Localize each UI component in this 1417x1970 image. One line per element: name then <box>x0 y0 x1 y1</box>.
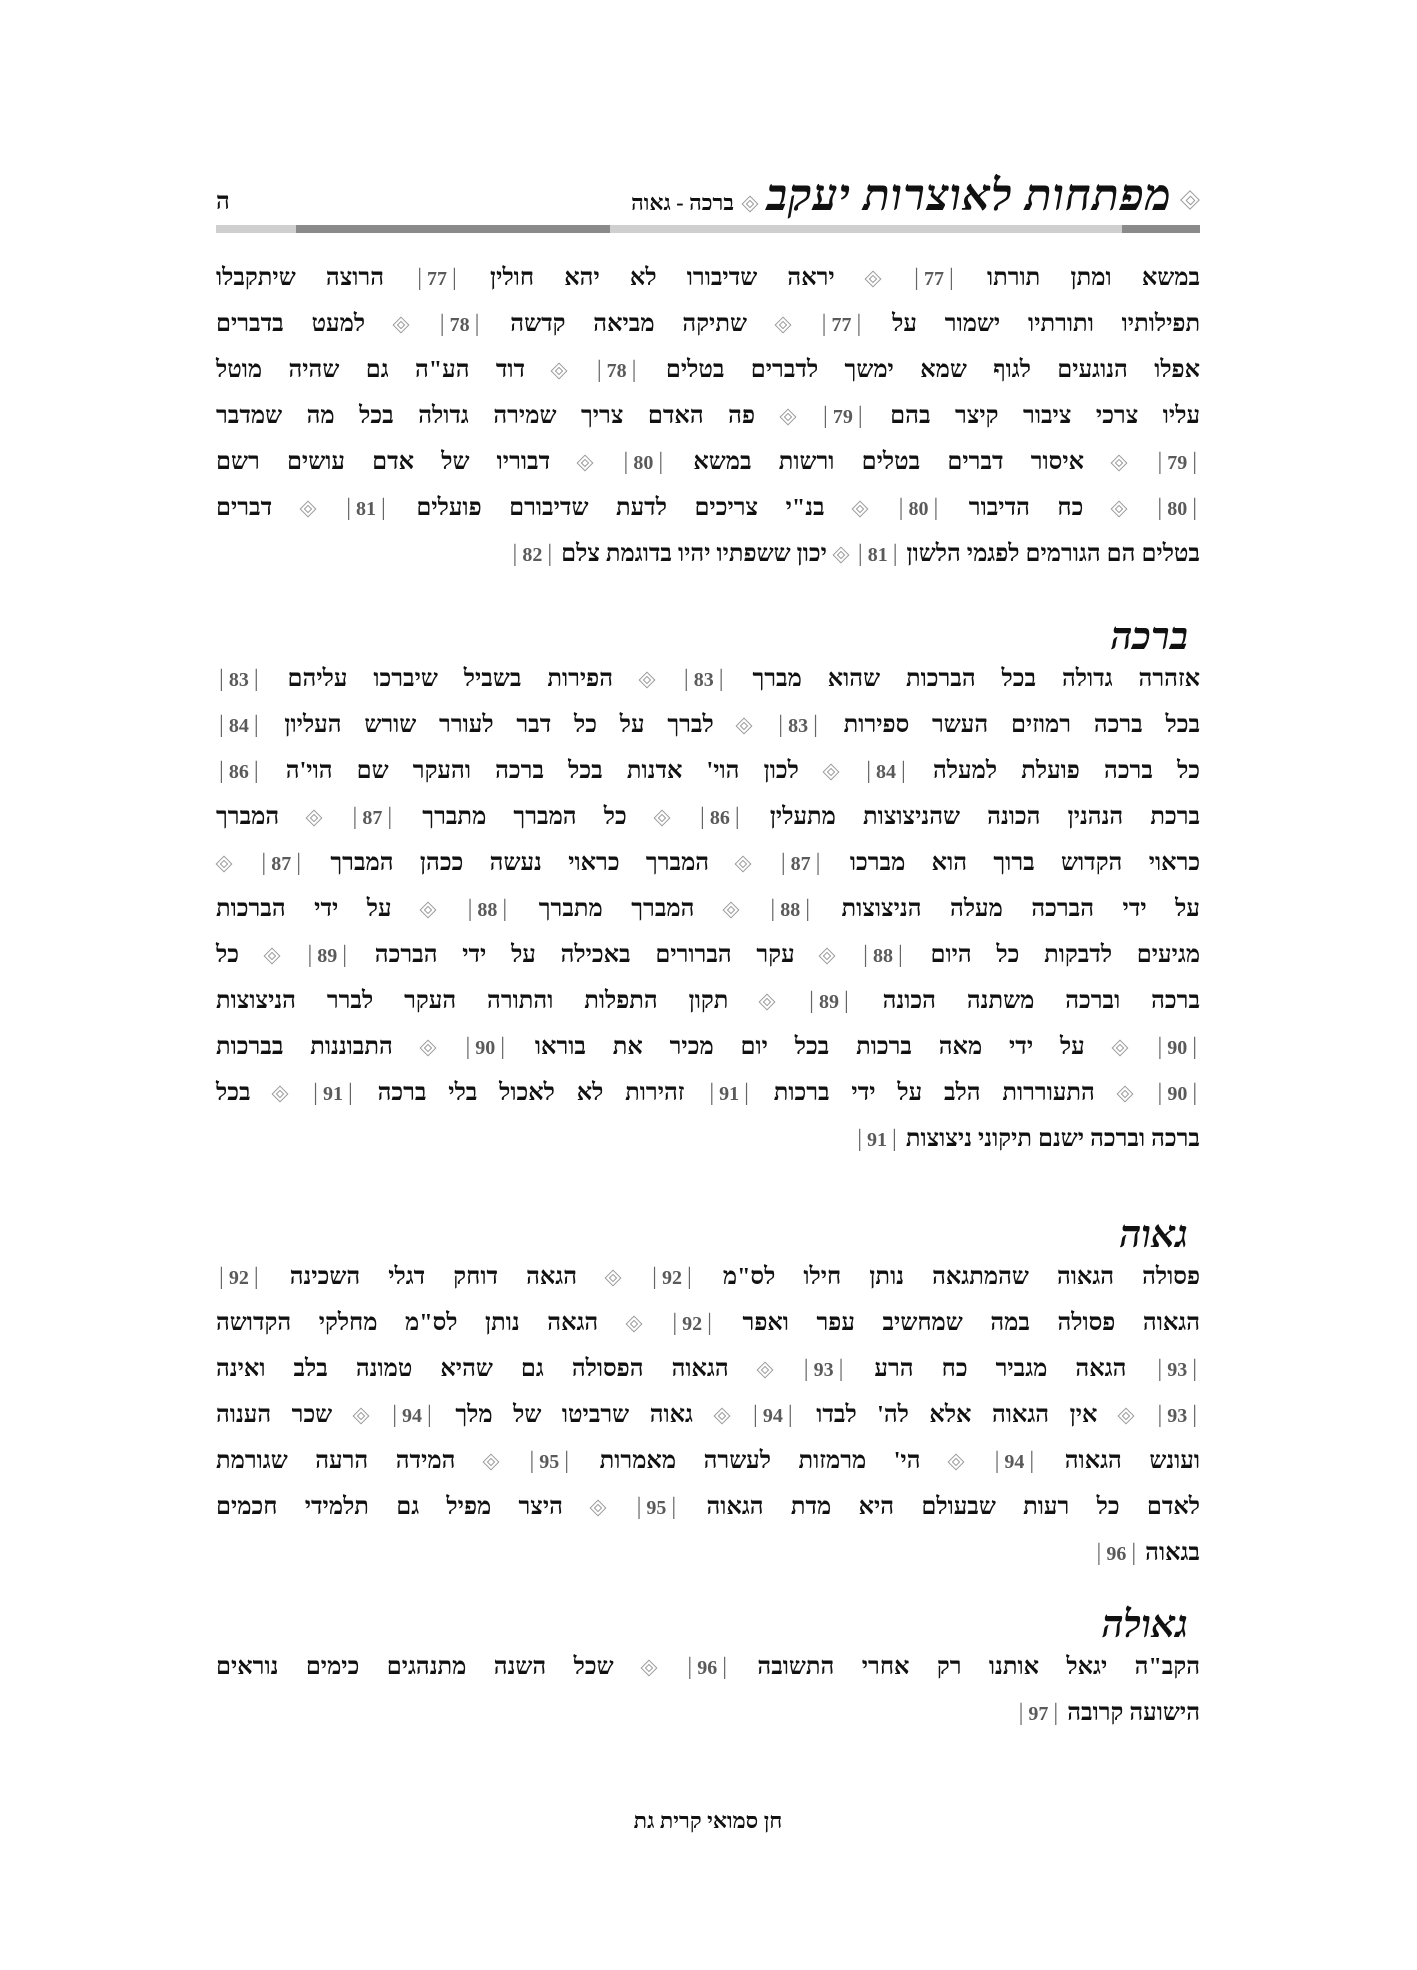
diamond-bullet-icon <box>483 1454 499 1470</box>
text-line <box>216 656 1200 702</box>
page-reference: 88 <box>477 899 498 921</box>
text-line <box>216 932 1200 978</box>
diamond-bullet-icon <box>852 501 868 517</box>
entry-text: תפילותיו ותורתיו ישמור על <box>892 311 1201 337</box>
page-reference: 92 <box>682 1313 703 1335</box>
ref-separator: | <box>821 311 827 337</box>
page-reference: 84 <box>228 715 249 737</box>
diamond-bullet-icon <box>865 271 881 287</box>
ref-separator: | <box>564 1448 570 1474</box>
page-reference: 89 <box>317 945 338 967</box>
section-heading: גאוה <box>1119 1214 1188 1256</box>
ref-separator: | <box>347 1080 353 1106</box>
ref-separator: | <box>897 942 903 968</box>
diamond-bullet-icon <box>590 1500 606 1516</box>
ref-separator: | <box>892 1126 897 1152</box>
entry-text: ברכה וברכה ישנם תיקוני ניצוצות <box>905 1126 1200 1152</box>
text-line <box>216 531 1200 577</box>
diamond-bullet-icon <box>757 1362 773 1378</box>
section-lines <box>216 656 1200 1162</box>
ref-separator: | <box>686 1264 692 1290</box>
entry-text: בגאוה <box>1145 1540 1200 1566</box>
ref-separator: | <box>1192 1034 1198 1060</box>
ref-separator: | <box>623 449 629 475</box>
ref-separator: | <box>547 541 553 567</box>
page-reference: 79 <box>1167 452 1188 474</box>
entry-text: המברך מתברך <box>538 896 695 922</box>
entry-text: גאוה שרביטו של מלך <box>455 1402 693 1428</box>
entry-text: בכל ברכה רמוזים העשר ספירות <box>843 712 1201 738</box>
entry-text: דוד הע"ה גם שהיה מוטל <box>216 357 526 383</box>
page-reference: 90 <box>475 1037 496 1059</box>
ref-separator: | <box>700 804 705 830</box>
section-heading: גאולה <box>1101 1604 1188 1646</box>
ref-separator: | <box>1157 1356 1163 1382</box>
ref-separator: | <box>787 1402 793 1428</box>
entry-text: הישועה קרובה <box>1067 1700 1200 1726</box>
ref-separator: | <box>467 896 473 922</box>
ref-separator: | <box>1053 1700 1059 1726</box>
ref-separator: | <box>857 1126 863 1152</box>
book-title: מפתחות לאוצרות יעקב <box>765 171 1172 220</box>
entry-text: אפלו הנוגעים לגוף שמא ימשך לדברים בטלים <box>665 357 1201 383</box>
entry-text: עקר הברורים באכילה על ידי הברכה <box>374 942 795 968</box>
ref-separator: | <box>1192 449 1198 475</box>
page-reference: 83 <box>788 715 809 737</box>
entry-text: על ידי הברכה מעלה הניצוצות <box>841 896 1200 922</box>
ref-separator: | <box>253 758 259 784</box>
text-line <box>216 840 1200 886</box>
entry-text: שתיקה מביאה קדשה <box>510 311 747 337</box>
entry-text: אין הגאוה אלא לה' לבדו <box>816 1402 1098 1428</box>
entry-text: יכון ששפתיו יהיו בדוגמת צלם <box>561 541 827 567</box>
ref-separator: | <box>1096 1540 1102 1566</box>
text-line <box>216 1070 1200 1116</box>
header-rule <box>216 225 1200 233</box>
entry-text: כראוי הקדוש ברוך הוא מברכו <box>849 850 1201 876</box>
rule-segment <box>1122 225 1200 233</box>
ref-separator: | <box>502 896 508 922</box>
page-reference: 91 <box>719 1083 740 1105</box>
ref-separator: | <box>1018 1700 1024 1726</box>
ref-separator: | <box>892 541 898 567</box>
ref-separator: | <box>805 896 811 922</box>
ref-separator: | <box>658 449 664 475</box>
page-reference: 78 <box>606 360 627 382</box>
ref-separator: | <box>392 1402 398 1428</box>
ref-separator: | <box>346 495 352 521</box>
entry-text: המברך כראוי נעשה ככהן המברך <box>330 850 710 876</box>
ref-separator: | <box>417 265 423 291</box>
page-reference: 93 <box>1167 1405 1188 1427</box>
chapter-range: ברכה - גאוה <box>631 190 734 215</box>
page-reference: 86 <box>709 807 730 829</box>
diamond-bullet-icon <box>639 672 655 688</box>
ref-separator: | <box>1192 495 1198 521</box>
page-reference: 81 <box>867 544 888 566</box>
ref-separator: | <box>1157 1402 1163 1428</box>
page-reference: 77 <box>831 314 852 336</box>
section-lines <box>216 1254 1200 1576</box>
ref-separator: | <box>352 804 358 830</box>
diamond-bullet-icon <box>577 455 593 471</box>
diamond-bullet-icon <box>353 1408 369 1424</box>
ref-separator: | <box>1157 1034 1163 1060</box>
entry-text: ברכה וברכה משתנה הכונה <box>882 988 1201 1014</box>
running-header <box>216 160 1200 222</box>
ref-separator: | <box>857 403 863 429</box>
ref-separator: | <box>687 1654 693 1680</box>
rule-segment <box>216 225 296 233</box>
page-reference: 80 <box>1167 498 1188 520</box>
diamond-bullet-icon <box>626 1316 642 1332</box>
entry-text: הי' מרמזות לעשרה מאמרות <box>599 1448 921 1474</box>
page-reference: 87 <box>362 807 383 829</box>
ref-separator: | <box>439 311 445 337</box>
entry-text: פה האדם צריך שמירה גדולה בכל מה שמדבר <box>216 403 755 429</box>
page-reference: 84 <box>876 761 896 783</box>
diamond-bullet-icon <box>272 1086 288 1102</box>
diamond-bullet-icon <box>735 856 751 872</box>
ref-separator: | <box>901 758 906 784</box>
text-line <box>216 1644 1200 1690</box>
entry-text: הגאוה פסולה במה שמחשיב עפר ואפר <box>742 1310 1200 1336</box>
ref-separator: | <box>652 1264 657 1290</box>
diamond-bullet-icon <box>714 1408 730 1424</box>
section-gaava <box>216 1216 1200 1576</box>
ref-separator: | <box>631 357 637 383</box>
page-reference: 87 <box>790 853 811 875</box>
entry-text: איסור דברים בטלים ורשות במשא <box>693 449 1085 475</box>
page-reference: 88 <box>872 945 893 967</box>
diamond-bullet-icon <box>833 547 849 563</box>
ref-separator: | <box>219 758 224 784</box>
entry-text: כל המברך מתברך <box>422 804 627 830</box>
diamond-bullet-icon <box>654 810 670 826</box>
entry-text: הקב"ה יגאל אותנו רק אחרי התשובה <box>757 1654 1201 1680</box>
page-reference: 90 <box>1167 1037 1188 1059</box>
entry-text: ברכת הנהנין הכונה שהניצוצות מתעלין <box>769 804 1201 830</box>
ref-separator: | <box>342 942 348 968</box>
entry-text: הגאוה הפסולה גם שהיא טמונה בלב ואינה <box>216 1356 729 1382</box>
text-line <box>216 347 1200 393</box>
text-line <box>216 978 1200 1024</box>
ref-separator: | <box>994 1448 1000 1474</box>
entry-text: למעט בדברים <box>216 311 366 337</box>
ref-separator: | <box>753 1402 758 1428</box>
ref-separator: | <box>1157 1080 1163 1106</box>
ref-separator: | <box>636 1494 642 1520</box>
entry-text: בנ"י צריכים לדעת שדיבורם פועלים <box>416 495 825 521</box>
ref-separator: | <box>671 1494 677 1520</box>
entry-text: המידה הרעה שגורמת <box>216 1448 456 1474</box>
diamond-bullet-icon <box>823 764 839 780</box>
section-lines <box>216 1644 1200 1736</box>
ref-separator: | <box>722 1654 727 1680</box>
page-reference: 96 <box>697 1657 718 1679</box>
ref-separator: | <box>253 712 259 738</box>
entry-text: שכל השנה מתנהגים כימים נוראים <box>216 1654 614 1680</box>
entry-text: הגאה נותן לס"מ מחלקי הקדושה <box>216 1310 599 1336</box>
ref-separator: | <box>596 357 602 383</box>
page-footer: חן סמואי קרית גת <box>633 1808 783 1833</box>
ref-separator: | <box>253 666 259 692</box>
page-reference: 92 <box>661 1267 682 1289</box>
page-reference: 89 <box>818 991 839 1013</box>
diamond-bullet-icon <box>759 994 775 1010</box>
text-line <box>216 1438 1200 1484</box>
page-reference: 96 <box>1106 1543 1127 1565</box>
ref-separator: | <box>474 311 480 337</box>
ref-separator: | <box>838 1356 844 1382</box>
diamond-bullet-icon <box>948 1454 964 1470</box>
ref-separator: | <box>465 1034 471 1060</box>
diamond-bullet-icon <box>819 948 835 964</box>
entry-text: לכון הוי' אדנות בכל ברכה והעקר שם הוי'ה <box>285 758 799 784</box>
text-line <box>216 1392 1200 1438</box>
ref-separator: | <box>1029 1448 1035 1474</box>
ref-separator: | <box>778 712 784 738</box>
ref-separator: | <box>815 850 821 876</box>
ref-separator: | <box>823 403 828 429</box>
diamond-bullet-icon <box>551 363 567 379</box>
page-reference: 92 <box>228 1267 249 1289</box>
page-number: ה <box>216 189 230 215</box>
diamond-bullet-icon <box>780 409 796 425</box>
ref-separator: | <box>1131 1540 1137 1566</box>
text-line <box>216 439 1200 485</box>
page-reference: 94 <box>1004 1451 1025 1473</box>
diamond-bullet-icon <box>420 902 436 918</box>
page-reference: 78 <box>449 314 470 336</box>
ref-separator: | <box>219 666 224 692</box>
ref-separator: | <box>1192 1080 1198 1106</box>
entry-text: דבוריו של אדם עושים רשם <box>216 449 551 475</box>
section-heading: ברכה <box>1110 616 1188 658</box>
ref-separator: | <box>672 1310 678 1336</box>
ref-separator: | <box>809 988 814 1014</box>
section-beracha <box>216 618 1200 1162</box>
ref-separator: | <box>803 1356 809 1382</box>
intro-paragraph <box>216 255 1200 577</box>
entry-text: המברך <box>216 804 280 830</box>
ref-separator: | <box>718 666 724 692</box>
entry-text: פסולה הגאוה שהמתגאה נותן חילו לס"מ <box>722 1264 1201 1290</box>
page-reference: 77 <box>427 268 448 290</box>
text-line <box>216 485 1200 531</box>
diamond-bullet-icon <box>1111 501 1127 517</box>
page-reference: 83 <box>693 669 714 691</box>
page-reference: 83 <box>228 669 249 691</box>
ref-separator: | <box>313 1080 318 1106</box>
text-line <box>216 393 1200 439</box>
ref-separator: | <box>1192 1402 1198 1428</box>
entry-text: הגאה דוחק דגלי השכינה <box>289 1264 578 1290</box>
page-reference: 82 <box>522 544 543 566</box>
ref-separator: | <box>427 1402 432 1428</box>
ref-separator: | <box>843 988 849 1014</box>
ref-separator: | <box>856 311 862 337</box>
text-line <box>216 301 1200 347</box>
header-title-group <box>631 171 1200 220</box>
document-page <box>216 0 1200 1970</box>
text-line <box>216 1116 1200 1162</box>
text-line <box>216 1484 1200 1530</box>
ref-separator: | <box>253 1264 259 1290</box>
page-reference: 95 <box>646 1497 667 1519</box>
ref-separator: | <box>1192 1356 1198 1382</box>
page-reference: 80 <box>633 452 654 474</box>
page-reference: 86 <box>228 761 249 783</box>
ref-separator: | <box>1157 449 1163 475</box>
ref-separator: | <box>744 1080 749 1106</box>
entry-text: בטלים הם הגורמים לפגמי הלשון <box>906 541 1200 567</box>
entry-text: התבוננות בברכות <box>216 1034 393 1060</box>
diamond-bullet-icon <box>1111 455 1127 471</box>
entry-text: בכל <box>216 1080 251 1106</box>
entry-text: תקון התפלות והתורה העקר לברר הניצוצות <box>216 988 729 1014</box>
diamond-bullet-icon <box>216 856 232 872</box>
text-line <box>216 1690 1200 1736</box>
entry-text: הרוצה שיתקבלו <box>216 265 385 291</box>
entry-text: יראה שדיבורו לא יהא חולין <box>490 265 835 291</box>
entry-text: שכר הענוה <box>216 1402 333 1428</box>
page-reference: 88 <box>780 899 801 921</box>
entry-text: כל ברכה פועלת למעלה <box>932 758 1201 784</box>
page-reference: 95 <box>539 1451 560 1473</box>
diamond-bullet-icon <box>300 501 316 517</box>
text-line <box>216 1254 1200 1300</box>
ref-separator: | <box>933 495 939 521</box>
diamond-bullet-icon <box>1117 1086 1133 1102</box>
ref-separator: | <box>452 265 457 291</box>
page-reference: 94 <box>762 1405 783 1427</box>
text-line <box>216 794 1200 840</box>
entry-text: ועונש הגאוה <box>1064 1448 1201 1474</box>
rule-segment <box>610 225 1122 233</box>
ref-separator: | <box>219 1264 224 1290</box>
ref-separator: | <box>512 541 518 567</box>
diamond-bullet-icon <box>1180 190 1200 210</box>
diamond-bullet-icon <box>723 902 739 918</box>
page-reference: 94 <box>402 1405 423 1427</box>
diamond-bullet-icon <box>736 718 752 734</box>
entry-text: מגיעים לדבקות כל היום <box>930 942 1201 968</box>
page-reference: 91 <box>322 1083 343 1105</box>
ref-separator: | <box>857 541 863 567</box>
ref-separator: | <box>307 942 313 968</box>
entry-text: התעוררות הלב על ידי ברכות <box>773 1080 1095 1106</box>
diamond-bullet-icon <box>1112 1040 1128 1056</box>
section-geula <box>216 1606 1200 1736</box>
ref-separator: | <box>914 265 919 291</box>
diamond-bullet-icon <box>264 948 280 964</box>
text-line <box>216 1024 1200 1070</box>
diamond-bullet-icon <box>775 317 791 333</box>
page-reference: 87 <box>271 853 292 875</box>
rule-segment <box>296 225 610 233</box>
entry-text: כח הדיבור <box>968 495 1084 521</box>
ref-separator: | <box>770 896 776 922</box>
ref-separator: | <box>261 850 267 876</box>
ref-separator: | <box>387 804 393 830</box>
page-reference: 93 <box>1167 1359 1188 1381</box>
entry-text: דברים <box>216 495 273 521</box>
entry-text: היצר מפיל גם תלמידי חכמים <box>216 1494 563 1520</box>
page-reference: 91 <box>867 1129 888 1151</box>
ref-separator: | <box>381 495 386 521</box>
page-reference: 80 <box>908 498 929 520</box>
text-line <box>216 255 1200 301</box>
page-reference: 77 <box>923 268 944 290</box>
ref-separator: | <box>1157 495 1163 521</box>
diamond-bullet-icon <box>306 810 322 826</box>
entry-text: זהירות לא לאכול בלי ברכה <box>377 1080 685 1106</box>
ref-separator: | <box>500 1034 506 1060</box>
ref-separator: | <box>898 495 904 521</box>
entry-text: על ידי מאה ברכות בכל יום מכיר את בוראו <box>534 1034 1085 1060</box>
ref-separator: | <box>296 850 301 876</box>
text-line <box>216 748 1200 794</box>
entry-text: אזהרה גדולה בכל הברכות שהוא מברך <box>752 666 1201 692</box>
text-line <box>216 1530 1200 1576</box>
ref-separator: | <box>707 1310 712 1336</box>
text-line <box>216 1346 1200 1392</box>
entry-text: לברך על כל דבר לעורר שורש העליון <box>284 712 714 738</box>
page-reference: 81 <box>356 498 377 520</box>
entry-text: כל <box>216 942 239 968</box>
text-line <box>216 886 1200 932</box>
diamond-bullet-icon <box>641 1660 657 1676</box>
entry-text: הגאה מגביר כח הרע <box>874 1356 1127 1382</box>
entry-text: לאדם כל רעות שבעולם היא מדת הגאוה <box>706 1494 1201 1520</box>
diamond-bullet-icon <box>605 1270 621 1286</box>
page-reference: 90 <box>1167 1083 1188 1105</box>
text-line <box>216 702 1200 748</box>
page-reference: 97 <box>1028 1703 1049 1725</box>
ref-separator: | <box>683 666 689 692</box>
diamond-bullet-icon <box>393 317 409 333</box>
entry-text: הפירות בשביל שיברכו עליהם <box>287 666 614 692</box>
page-reference: 79 <box>832 406 853 428</box>
text-line <box>216 1300 1200 1346</box>
ref-separator: | <box>734 804 740 830</box>
ref-separator: | <box>948 265 954 291</box>
diamond-bullet-icon <box>1118 1408 1134 1424</box>
ref-separator: | <box>866 758 871 784</box>
diamond-bullet-icon <box>742 196 758 212</box>
entry-text: על ידי הברכות <box>216 896 392 922</box>
ref-separator: | <box>219 712 224 738</box>
entry-text: עליו צרכי ציבור קיצר בהם <box>890 403 1201 429</box>
ref-separator: | <box>863 942 868 968</box>
ref-separator: | <box>813 712 818 738</box>
entry-text: במשא ומתן תורתו <box>986 265 1201 291</box>
ref-separator: | <box>709 1080 715 1106</box>
diamond-bullet-icon <box>420 1040 436 1056</box>
page-reference: 93 <box>813 1359 834 1381</box>
ref-separator: | <box>529 1448 535 1474</box>
ref-separator: | <box>780 850 786 876</box>
